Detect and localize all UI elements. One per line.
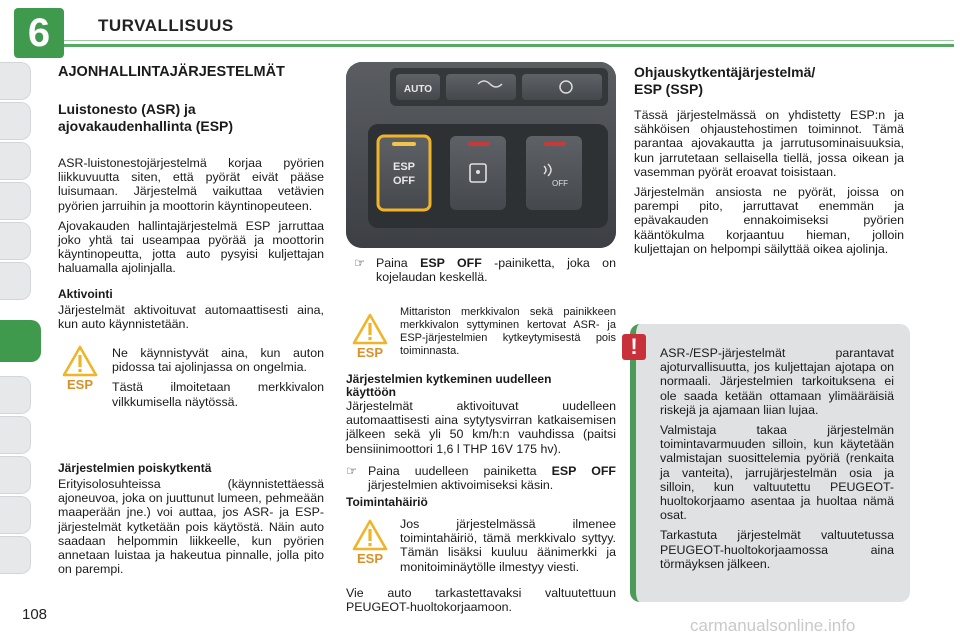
press-button-name: ESP OFF [420,256,482,270]
esp-label: ESP [392,161,416,173]
malfunction-warning-text: Jos järjestelmässä ilmenee toimintahäiriö, tämä merkkivalo syttyy. Tämän lisäksi kuuluu äänimerkki ja monitoiminäytölle ilmestyy viesti. [400,517,616,574]
intro-text [58,156,324,282]
off-label: OFF [393,175,415,187]
side-tab-10[interactable] [0,456,31,494]
off-small-label: OFF [552,179,568,188]
side-tab-active[interactable] [0,320,41,362]
reactivation-text: Järjestelmät aktivoituvat uudelleen automaattisesti aina sytytysvirran katkaisemisen jälkeen sekä yli 50 km/h:n vauhdissa (paitsi bensiinimoottori 1,6 l THP 16V 175 hv). [346,399,616,456]
deactivation-text: Erityisolosuhteissa (käynnistettäessä ajoneuvoa, joka on juuttunut lumeen, pehmeään maaperään jne.) voi auttaa, jos ASR- ja ESP-järjestelmät kytketään pois käytöstä. Näin auto saadaan helpommin liikkeelle, kun pyörien annetaan luistaa ja hakeutua pinnalle, jolla pito on parempi. [58,477,324,577]
side-tab-2[interactable] [0,102,31,140]
reactivation-title-line-1: Järjestelmien kytkeminen uudelleen [346,372,552,386]
press-again-suffix: järjestelmien aktivoimiseksi käsin. [368,478,554,493]
section-title: AJONHALLINTAJÄRJESTELMÄT [58,64,285,80]
side-tab-12[interactable] [0,536,31,574]
malfunction-title: Toimintahäiriö [346,495,428,509]
note-paragraph-2: Valmistaja takaa järjestelmän toimintavarmuuden silloin, kun käytetään valmistajan suosittelemia pyöriä (renkaita ja vanteita), jarrujärjestelmän osia ja silloin, kun valtuutettu PEUGEOT-huoltokorjaamo asentaa ja huoltaa nämä osat. [660,423,894,523]
intro-paragraph-2: Ajovakauden hallintajärjestelmä ESP jarruttaa joko yhtä tai useampaa pyörää ja moottorin käyntinopeutta, jotta auto pysyisi kuljettajan haluamalla ajolinjalla. [58,218,324,276]
auto-label: AUTO [403,84,433,95]
warning-text-2: Tästä ilmoitetaan merkkivalon vilkkumisella näytössä. [112,380,324,409]
warning-icon-label: ESP [66,377,94,392]
header-rule [64,44,954,47]
right-title-line-1: Ohjauskytkentäjärjestelmä/ [634,64,816,80]
press-esp-off-instruction [354,256,616,285]
bullet-hand-icon-2: ☞ [346,464,358,478]
warning-icon-2 [352,312,388,360]
warning-lamp-text: Mittariston merkkivalon sekä painikkeen merkkivalon syttyminen kertovat ASR- ja ESP-järjestelmien kytkeytymisestä pois toiminnasta. [400,306,616,357]
side-tab-4[interactable] [0,182,31,220]
exclamation-icon: ! [622,334,646,360]
side-tab-3[interactable] [0,142,31,180]
chapter-title: TURVALLISUUS [98,16,234,35]
warning-icon-3 [352,518,388,566]
warning-icon [62,344,98,392]
subsection-title-line-2: ajovakaudenhallinta (ESP) [58,118,234,134]
subsection-title-line-1: Luistonesto (ASR) ja [58,101,196,117]
activation-title: Aktivointi [58,287,113,301]
right-title-line-2: ESP (SSP) [634,81,703,97]
side-tab-6[interactable] [0,262,31,300]
watermark: carmanualsonline.info [690,616,856,635]
dashboard-photo [346,62,616,248]
warning-text-block [112,346,324,415]
chapter-number-badge: 6 [14,8,64,58]
malfunction-footer: Vie auto tarkastettavaksi valtuutettuun PEUGEOT-huoltokorjaamoon. [346,586,616,615]
right-paragraph-1: Tässä järjestelmässä on yhdistetty ESP:n ja sähköisen ohjaustehostimen toiminnot. Tämä parantaa ajovakautta ja jarrutusominaisuuksia, kun jarrutetaan sellaisella tiellä, jossa oikean ja vasemman pyörät eroavat toisistaan. [634,108,904,179]
note-paragraph-1: ASR-/ESP-järjestelmät parantavat ajoturvallisuutta, jos kuljettajan ajotapa on normaali. Järjestelmien tarkoituksena ei ole saada ketään ottamaan ylimääräisiä riskejä ja ajamaan liian lujaa. [660,346,894,417]
press-again-instruction [346,464,616,493]
side-tab-8[interactable] [0,376,31,414]
side-tab-11[interactable] [0,496,31,534]
right-paragraph-2: Järjestelmän ansiosta ne pyörät, joissa on parempi pito, jarruttavat enemmän ja epävakauden ennakoimiseksi pyörien kääntökulma korjaantuu hieman, jolloin kuljettajan on helpompi säilyttää oikea ajolinja. [634,185,904,256]
note-text [660,346,894,577]
side-tab-5[interactable] [0,222,31,260]
header-rule-thin [64,40,954,41]
note-paragraph-3: Tarkastuta järjestelmät valtuutetussa PEUGEOT-huoltokorjaamossa aina törmäyksen jälkeen. [660,528,894,571]
deactivation-title: Järjestelmien poiskytkentä [58,461,212,475]
page-number: 108 [22,606,48,623]
bullet-hand-icon: ☞ [354,256,366,270]
reactivation-title-line-2: käyttöön [346,385,397,399]
press-prefix: Paina [376,256,408,270]
press-suffix: -painiketta, joka on kojelaudan keskellä. [376,256,616,285]
intro-paragraph-1: ASR-luistonestojärjestelmä korjaa pyörien liikkuvuutta siten, että pyörät eivät pääse luisumaan. Järjestelmä vaikuttaa vetävien pyörien jarruihin ja moottorin käyntinopeuteen. [58,156,324,213]
warning-text-1: Ne käynnistyvät aina, kun auton pidossa tai ajolinjassa on ongelmia. [112,346,324,375]
press-again-button-name: ESP OFF [551,464,616,478]
activation-text: Järjestelmät aktivoituvat automaattisesti aina, kun auto käynnistetään. [58,303,324,332]
side-tab-1[interactable] [0,62,31,100]
press-again-prefix: Paina uudelleen painiketta [368,464,537,478]
right-text [634,108,904,262]
svg-text:ESP: ESP [356,345,384,360]
side-tab-9[interactable] [0,416,31,454]
svg-text:ESP: ESP [356,551,384,566]
